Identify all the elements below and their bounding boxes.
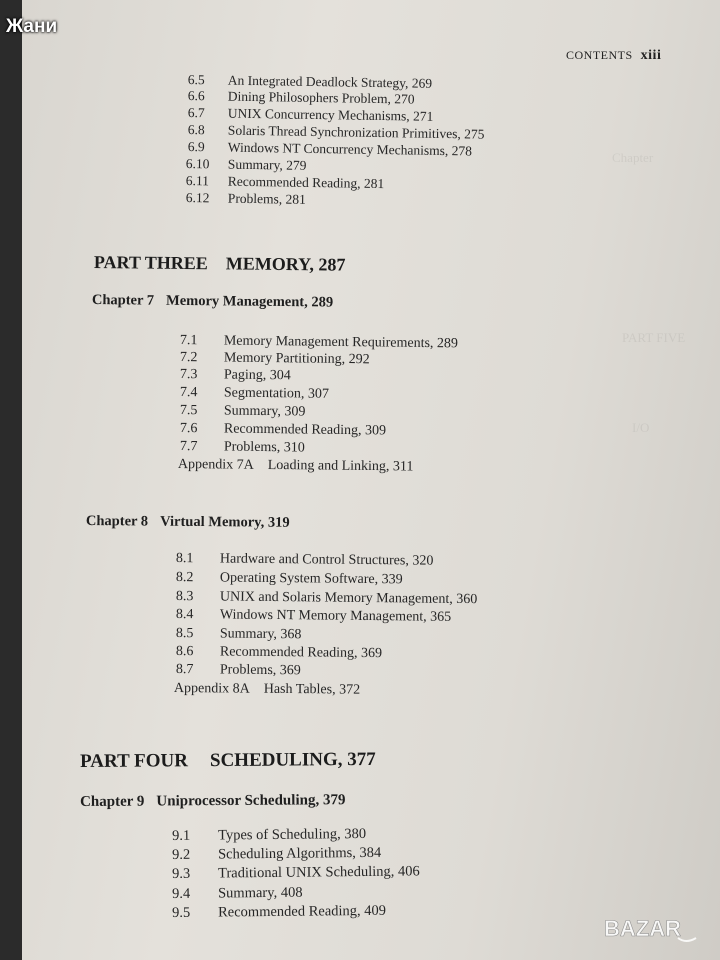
section-number: 8.2 bbox=[175, 570, 194, 586]
toc-entry bbox=[180, 350, 370, 368]
toc-entry bbox=[172, 863, 420, 883]
section-title: Dining Philosophers Problem, 270 bbox=[227, 88, 415, 107]
section-number: 9.5 bbox=[172, 904, 191, 921]
section-title: Recommended Reading, 409 bbox=[217, 902, 387, 921]
part-heading bbox=[80, 749, 376, 773]
section-number: 7.2 bbox=[179, 350, 198, 366]
section-number: 8.4 bbox=[175, 607, 194, 623]
chapter-label: Chapter 8 bbox=[85, 513, 149, 530]
section-number: 9.3 bbox=[172, 865, 191, 882]
running-header bbox=[566, 48, 661, 64]
part-title: SCHEDULING, 377 bbox=[209, 748, 376, 772]
section-title: Recommended Reading, 369 bbox=[219, 644, 383, 662]
chapter-heading bbox=[86, 513, 290, 532]
toc-entry bbox=[172, 903, 386, 922]
section-number: 6.8 bbox=[187, 122, 205, 138]
section-title: An Integrated Deadlock Strategy, 269 bbox=[227, 72, 433, 91]
section-number: 6.12 bbox=[185, 190, 210, 206]
bazar-logo bbox=[600, 911, 710, 950]
part-label: PART THREE bbox=[93, 252, 208, 274]
part-title: MEMORY, 287 bbox=[225, 253, 346, 275]
section-title: Solaris Thread Synchronization Primitives, 275 bbox=[227, 122, 485, 142]
chapter-title: Virtual Memory, 319 bbox=[160, 513, 290, 531]
section-title: Problems, 281 bbox=[227, 190, 307, 207]
section-title: Recommended Reading, 309 bbox=[223, 421, 387, 439]
header-label: CONTENTS bbox=[566, 48, 633, 62]
toc-entry bbox=[186, 173, 385, 192]
show-through-text: Chapter PART FIVE I/O bbox=[612, 150, 686, 435]
section-title: Problems, 310 bbox=[223, 439, 305, 456]
section-title: Types of Scheduling, 380 bbox=[217, 825, 367, 844]
section-number: 8.7 bbox=[175, 662, 194, 678]
section-title: Summary, 279 bbox=[227, 156, 307, 173]
appendix-label: Appendix 8A bbox=[173, 681, 250, 697]
section-number: 9.2 bbox=[172, 846, 191, 863]
section-number: 8.1 bbox=[175, 551, 194, 567]
chapter-heading bbox=[92, 292, 333, 312]
section-number: 9.4 bbox=[172, 885, 191, 902]
section-title: Operating System Software, 339 bbox=[219, 570, 403, 588]
section-title: Hardware and Control Structures, 320 bbox=[219, 551, 434, 569]
bazar-logo-text: BAZAR bbox=[604, 916, 681, 941]
toc-entry bbox=[176, 607, 451, 626]
section-title: Summary, 408 bbox=[217, 884, 303, 902]
part-label: PART FOUR bbox=[80, 750, 189, 772]
section-number: 6.7 bbox=[187, 105, 205, 121]
section-number: 6.6 bbox=[187, 88, 205, 104]
section-number: 8.5 bbox=[175, 626, 194, 642]
section-number: 9.1 bbox=[172, 827, 191, 844]
section-title: Traditional UNIX Scheduling, 406 bbox=[217, 863, 420, 882]
section-number: 6.10 bbox=[185, 156, 210, 172]
toc-entry bbox=[186, 190, 306, 208]
toc-entry bbox=[180, 439, 305, 457]
toc-entry bbox=[172, 826, 366, 845]
appendix-label: Appendix 7A bbox=[177, 457, 254, 473]
toc-entry bbox=[176, 551, 434, 570]
chapter-heading bbox=[80, 792, 345, 811]
section-number: 7.3 bbox=[179, 367, 198, 383]
section-title: UNIX Concurrency Mechanisms, 271 bbox=[227, 105, 434, 124]
toc-entry bbox=[172, 885, 303, 903]
section-title: Recommended Reading, 281 bbox=[227, 173, 385, 192]
toc-entry bbox=[176, 589, 478, 608]
toc-entry bbox=[180, 385, 329, 403]
section-number: 8.6 bbox=[175, 644, 194, 660]
part-heading bbox=[94, 252, 346, 276]
chapter-label: Chapter 9 bbox=[80, 793, 145, 810]
header-page-number: xiii bbox=[640, 48, 662, 63]
toc-entry bbox=[172, 845, 381, 864]
appendix-title: Loading and Linking, 311 bbox=[267, 457, 414, 475]
toc-entry bbox=[176, 662, 301, 679]
toc-entry bbox=[180, 367, 291, 384]
section-title: Windows NT Memory Management, 365 bbox=[219, 607, 452, 625]
section-title: Paging, 304 bbox=[223, 367, 291, 384]
section-title: Memory Partitioning, 292 bbox=[223, 350, 370, 368]
section-number: 6.5 bbox=[187, 72, 205, 88]
toc-entry bbox=[180, 333, 458, 352]
section-number: 7.1 bbox=[179, 333, 198, 349]
section-number: 7.7 bbox=[179, 439, 198, 455]
toc-entry bbox=[176, 570, 403, 588]
section-title: Segmentation, 307 bbox=[223, 385, 329, 402]
appendix-entry bbox=[178, 457, 414, 475]
section-title: Problems, 369 bbox=[219, 662, 301, 679]
bazar-logo-graphic bbox=[600, 911, 710, 945]
section-title: Windows NT Concurrency Mechanisms, 278 bbox=[227, 139, 473, 159]
section-number: 7.6 bbox=[179, 421, 198, 437]
section-number: 7.4 bbox=[179, 385, 198, 401]
section-number: 6.11 bbox=[185, 173, 210, 189]
section-title: UNIX and Solaris Memory Management, 360 bbox=[219, 589, 478, 608]
toc-entry bbox=[180, 421, 386, 440]
toc-entry bbox=[180, 403, 306, 421]
chapter-title: Memory Management, 289 bbox=[166, 292, 334, 311]
section-number: 6.9 bbox=[187, 139, 205, 155]
section-title: Summary, 368 bbox=[219, 626, 302, 643]
section-title: Memory Management Requirements, 289 bbox=[223, 333, 459, 352]
seller-watermark: Жани bbox=[6, 16, 58, 37]
chapter-label: Chapter 7 bbox=[91, 292, 155, 309]
book-page bbox=[22, 0, 720, 960]
toc-entry bbox=[176, 644, 382, 662]
section-title: Scheduling Algorithms, 384 bbox=[217, 844, 382, 863]
chapter-title: Uniprocessor Scheduling, 379 bbox=[156, 792, 346, 810]
section-title: Summary, 309 bbox=[223, 403, 306, 420]
appendix-title: Hash Tables, 372 bbox=[263, 681, 361, 698]
section-number: 7.5 bbox=[179, 403, 198, 419]
toc-entry bbox=[176, 626, 302, 643]
section-number: 8.3 bbox=[175, 589, 194, 605]
appendix-entry bbox=[174, 681, 360, 699]
toc-entry bbox=[186, 156, 307, 174]
